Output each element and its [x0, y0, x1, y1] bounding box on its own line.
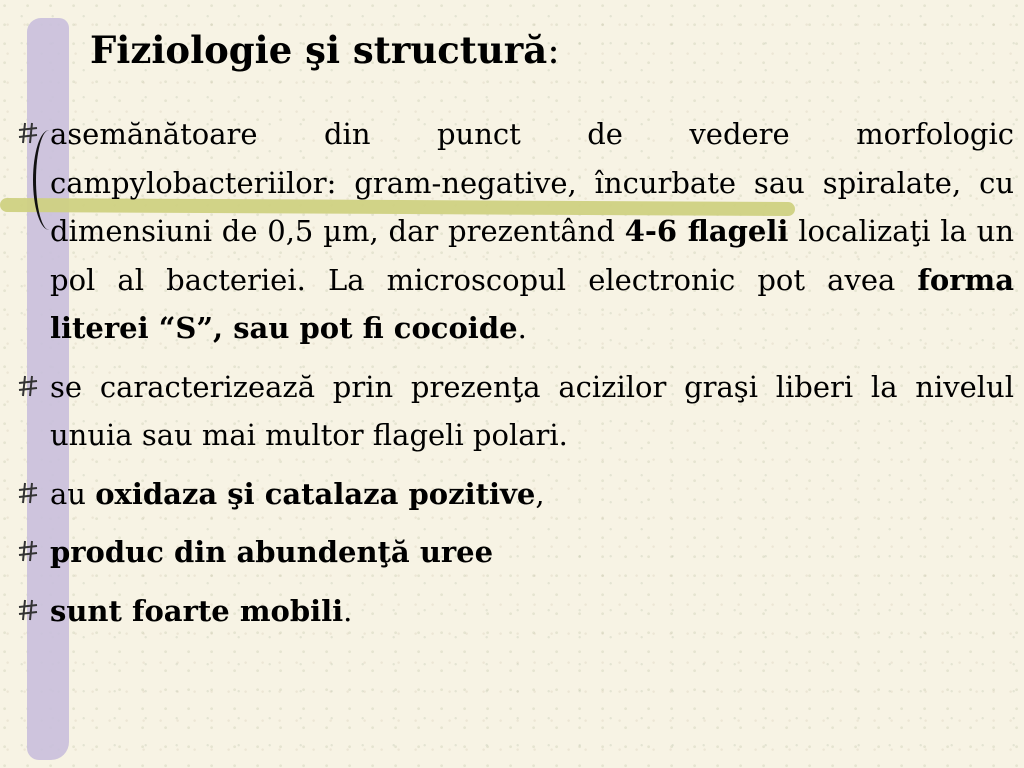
bullet-item-urease: [18, 528, 1014, 577]
bullet-text: ,: [535, 476, 545, 511]
bullet-item-morphology: [18, 110, 1014, 353]
hash-sprig-icon: [18, 375, 38, 397]
bullet-bold-text: oxidaza şi catalaza pozitive: [95, 476, 536, 511]
hash-sprig-icon: [18, 540, 38, 562]
bullet-item-oxidase: [18, 470, 1014, 519]
hash-sprig-icon: [18, 122, 38, 144]
bullet-text: asemănătoare din punct de vedere morfologic campylobacteriilor: gram-negative, încurbate sau spiralate, cu dimensiuni de 0,5 µm, dar prezentând: [50, 117, 1014, 248]
slide-title-colon: :: [547, 29, 560, 72]
bullet-item-motility: [18, 587, 1014, 636]
bullet-bold-text: sunt foarte mobili: [50, 593, 344, 628]
bullet-text: .: [343, 593, 353, 628]
bullet-text: localizaţi la un pol al bacteriei. La microscopul electronic pot avea: [50, 214, 1015, 297]
slide-title: [90, 28, 560, 72]
hash-sprig-icon: [18, 482, 38, 504]
bullet-text: .: [517, 311, 527, 345]
bullet-bold-text: forma literei “S”, sau pot fi cocoide: [50, 262, 1014, 345]
bullet-bold-text: produc din abundenţă uree: [50, 535, 494, 569]
hash-sprig-icon: [18, 599, 38, 621]
bullet-bold-text: 4-6 flageli: [624, 214, 789, 248]
bullet-text: au: [50, 476, 96, 511]
slide-title-text: Fiziologie şi structură: [90, 28, 548, 72]
bullet-item-fatty-acids: [18, 363, 1014, 460]
bullet-list: [18, 110, 1014, 645]
bullet-text: se caracterizează prin prezenţa acizilor graşi liberi la nivelul unuia sau mai multor flageli polari.: [50, 369, 1014, 452]
